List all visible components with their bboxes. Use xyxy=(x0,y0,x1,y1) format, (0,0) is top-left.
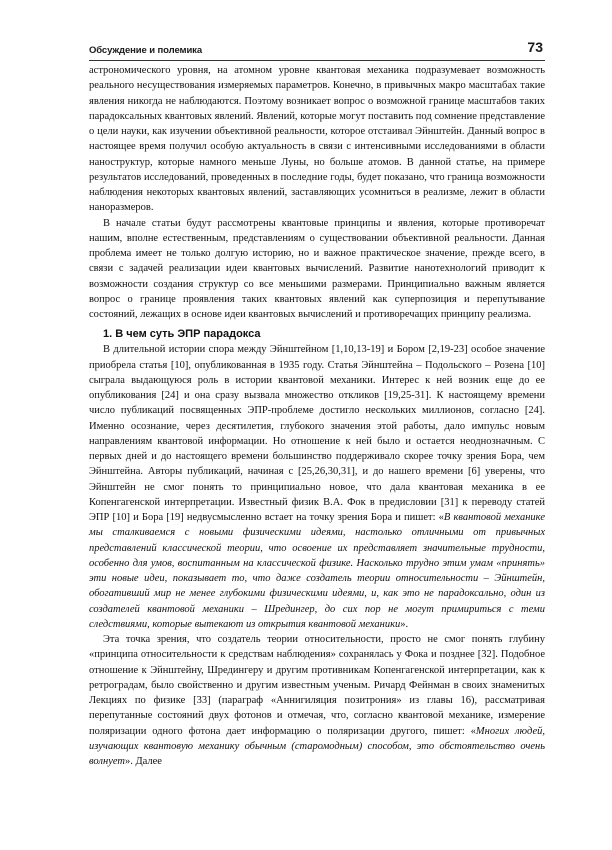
section-title: Обсуждение и полемика xyxy=(89,45,203,56)
paragraph: В начале статьи будут рассмотрены квантовые принципы и явления, которые противоречат нашим, вполне естественным, представлениям о существовании объективной реальности. Данная проблема имеет не только долгую историю, но и важное практическое значение, прежде всего, в связи с задачей реализации идеи квантовых вычислений. Развитие нанотехнологий приводит к возможности создания структур со все меньшими размерами. Принципиально важным является вопрос о границе проявления таких квантовых явлений как суперпозиция и перепутывание состояний, лежащих в основе идеи квантовых вычислений и противоречащих принципу реализма. xyxy=(89,217,545,320)
page-number: 73 xyxy=(527,39,543,55)
section-heading: 1. В чем суть ЭПР парадокса xyxy=(103,328,261,341)
paragraph xyxy=(89,342,545,632)
paragraph: астрономического уровня, на атомном уровне квантовая механика подразумевает возможность реального несуществования измеряемых параметров. Конечно, в привычных макро масштабах такие явления никогда не наблюдаются. Поэтому возникает вопрос о возможной границе масштабов таких парадоксальных квантовых явлений. Явлений, которые могут поставить под сомнение представление о цели науки, как изучении объективной реальности, которое отстаивал Эйнштейн. Данный вопрос в настоящее время получил особую актуальность в связи с интенсивными исследованиями в области наноструктур, которые намного меньше Луны, но больше атомов. В данной статье, на примере результатов исследований, проведенных в последние годы, будет показано, что граница возможности наблюдения некоторых квантовых явлений, заставляющих усомниться в реализме, лежит в области наноразмеров. xyxy=(89,65,545,214)
quotation: Многих людей, изучающих квантовую механику обычным (старомодным) способом, это обстоятельство очень волнует xyxy=(89,725,545,767)
paragraph xyxy=(89,632,545,769)
paragraph-tail: ». xyxy=(400,618,409,630)
paragraph-text: Эта точка зрения, что создатель теории относительности, просто не смог понять глубину «принципа относительности к средствам наблюдения» сохранялась у Фока и позднее [32]. Подобное отношение к Эйнштейну, Шредингеру и другим противникам Копенгагенской интерпретации, как к ретроградам, было свойственно и другим известным ученым. Ричард Фейнман в своих знаменитых Лекциях по физике [33] (параграф «Аннигиляция позитрония» из главы 16), рассматривая перепутанные состояний двух фотонов и отмечая, что, согласно квантовой механике, измерение поляризации одного фотона дает информацию о поляризации другого, пишет: « xyxy=(89,634,545,737)
quotation: В квантовой механике мы сталкиваемся с новыми физическими идеями, настолько отличными от привычных представлений классической теории, что освоение их представляет значительные трудности, особенно для умов, воспитанным на классической физике. Насколько трудно этим умам «принять» эти новые идеи, показывает то, что даже создатель теории относительности – Эйнштейн, обогативший мир не менее глубокими физическими идеями, и, как это не парадоксально, один из создателей квантовой механики – Шредингер, до сих пор не могут примириться с теми следствиями, которые вытекают из открытия квантовой механики xyxy=(89,512,545,630)
header-divider xyxy=(89,60,545,61)
paragraph-tail: ». Далее xyxy=(124,756,162,767)
body-text xyxy=(89,63,545,769)
paragraph-text: В длительной истории спора между Эйнштейном [1,10,13-19] и Бором [2,19-23] особое значение приобрела статья [10], опубликованная в 1935 году. Статья Эйнштейна – Подольского – Розена [10] сыграла выдающуюся роль в истории квантовой механики. Интерес к ней возник еще до ее опубликования [24] и она сразу вызвала множество откликов [19,25-31]. К настоящему времени число публикаций посвященных ЭПР-проблеме достигло нескольких миллионов, согласно [24]. Именно осознание, через десятилетия, глубокого значения этой работы, дало импульс новым направлениям квантовой информации. Но отношение к ней было и остается неоднозначным. С первых дней и до настоящего времени большинство поддерживало скорее точку зрения Бора, чем Эйнштейна. Авторы публикаций, начиная с [25,26,30,31], и до нашего времени [6] уверены, что Эйнштейн не смог понять то принципиально новое, что дала квантовая механика в ее Копенгагенской интерпретации. Известный физик В.А. Фок в предисловии [31] к переводу статей ЭПР [10] и Бора [19] недвусмысленно встает на точку зрения Бора и пишет: « xyxy=(89,344,545,523)
running-header xyxy=(89,36,545,60)
